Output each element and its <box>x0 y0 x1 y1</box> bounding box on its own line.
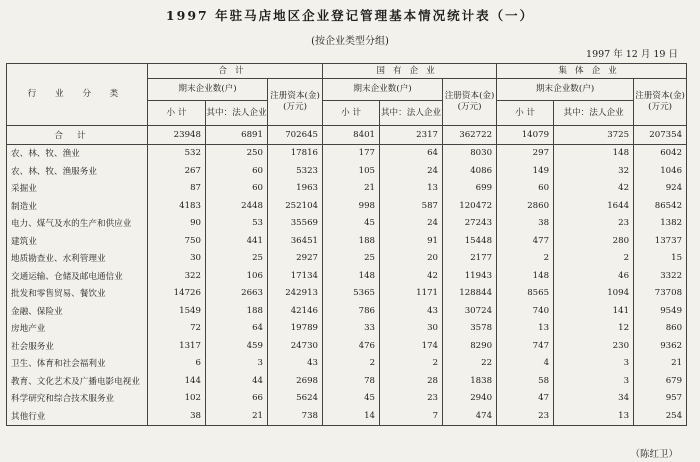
value-cell: 957 <box>634 390 687 408</box>
value-cell: 2 <box>497 250 554 268</box>
table-row <box>7 372 687 390</box>
value-cell: 42 <box>380 267 443 285</box>
value-cell: 78 <box>323 372 380 390</box>
table-row <box>7 337 687 355</box>
table-row <box>7 144 687 162</box>
value-cell: 280 <box>554 232 634 250</box>
value-cell: 148 <box>497 267 554 285</box>
value-cell: 267 <box>148 162 206 180</box>
value-cell: 2448 <box>206 197 268 215</box>
value-cell: 4183 <box>148 197 206 215</box>
value-cell: 532 <box>148 144 206 162</box>
value-cell: 1549 <box>148 302 206 320</box>
value-cell: 25 <box>323 250 380 268</box>
count-header-state: 期末企业数(户) <box>323 79 443 101</box>
industry-label: 卫生、体育和社会福利业 <box>7 355 148 373</box>
value-cell: 1046 <box>634 162 687 180</box>
value-cell: 230 <box>554 337 634 355</box>
value-cell: 1382 <box>634 215 687 233</box>
value-cell: 699 <box>443 180 497 198</box>
value-cell: 188 <box>206 302 268 320</box>
group-header-total: 合计 <box>148 64 323 79</box>
author-note: （陈红卫） <box>630 449 678 460</box>
value-cell: 30 <box>148 250 206 268</box>
table-row <box>7 232 687 250</box>
value-cell: 2927 <box>268 250 323 268</box>
value-cell: 32 <box>554 162 634 180</box>
value-cell: 42 <box>554 180 634 198</box>
value-cell: 6042 <box>634 144 687 162</box>
value-cell: 1171 <box>380 285 443 303</box>
value-cell: 15 <box>634 250 687 268</box>
capital-header-state: 注册资本(金)(万元) <box>443 79 497 126</box>
industry-label: 制造业 <box>7 197 148 215</box>
industry-label: 社会服务业 <box>7 337 148 355</box>
value-cell: 87 <box>148 180 206 198</box>
value-cell: 23 <box>380 390 443 408</box>
value-cell: 747 <box>497 337 554 355</box>
value-cell: 2177 <box>443 250 497 268</box>
value-cell: 297 <box>497 144 554 162</box>
value-cell: 27243 <box>443 215 497 233</box>
value-cell: 73708 <box>634 285 687 303</box>
value-cell: 362722 <box>443 126 497 145</box>
industry-label: 科学研究和综合技术服务业 <box>7 390 148 408</box>
table-row <box>7 407 687 425</box>
table-body <box>7 126 687 426</box>
value-cell: 72 <box>148 320 206 338</box>
value-cell: 23 <box>554 215 634 233</box>
value-cell: 28 <box>380 372 443 390</box>
value-cell: 1317 <box>148 337 206 355</box>
count-header-collective: 期末企业数(户) <box>497 79 634 101</box>
value-cell: 23 <box>497 407 554 425</box>
value-cell: 8565 <box>497 285 554 303</box>
value-cell: 1963 <box>268 180 323 198</box>
value-cell: 24 <box>380 162 443 180</box>
value-cell: 786 <box>323 302 380 320</box>
value-cell: 6891 <box>206 126 268 145</box>
industry-label: 合计 <box>7 126 148 145</box>
value-cell: 2698 <box>268 372 323 390</box>
table-row <box>7 390 687 408</box>
table-row <box>7 267 687 285</box>
value-cell: 22 <box>443 355 497 373</box>
value-cell: 144 <box>148 372 206 390</box>
value-cell: 1838 <box>443 372 497 390</box>
value-cell: 148 <box>323 267 380 285</box>
value-cell: 90 <box>148 215 206 233</box>
value-cell: 1644 <box>554 197 634 215</box>
industry-label: 房地产业 <box>7 320 148 338</box>
value-cell: 322 <box>148 267 206 285</box>
value-cell: 45 <box>323 215 380 233</box>
value-cell: 2860 <box>497 197 554 215</box>
value-cell: 252104 <box>268 197 323 215</box>
page-title: 1997 年驻马店地区企业登记管理基本情况统计表（一） <box>165 8 535 23</box>
value-cell: 141 <box>554 302 634 320</box>
value-cell: 2 <box>323 355 380 373</box>
table-row <box>7 355 687 373</box>
table-row <box>7 215 687 233</box>
value-cell: 4086 <box>443 162 497 180</box>
table-header <box>7 64 687 126</box>
value-cell: 998 <box>323 197 380 215</box>
value-cell: 46 <box>554 267 634 285</box>
value-cell: 174 <box>380 337 443 355</box>
group-header-collective: 集体企业 <box>497 64 687 79</box>
legal-entity-header: 其中：法人企业 <box>206 101 268 126</box>
value-cell: 21 <box>323 180 380 198</box>
value-cell: 30724 <box>443 302 497 320</box>
value-cell: 64 <box>206 320 268 338</box>
value-cell: 2 <box>380 355 443 373</box>
subtotal-header: 小 计 <box>323 101 380 126</box>
value-cell: 6 <box>148 355 206 373</box>
statistics-table <box>6 63 687 426</box>
table-row <box>7 162 687 180</box>
value-cell: 105 <box>323 162 380 180</box>
industry-label: 地质勘查业、水利管理业 <box>7 250 148 268</box>
value-cell: 242913 <box>268 285 323 303</box>
subtotal-header: 小 计 <box>497 101 554 126</box>
industry-label: 农、林、牧、渔业 <box>7 144 148 162</box>
value-cell: 36451 <box>268 232 323 250</box>
industry-header: 行 业 分 类 <box>7 64 148 126</box>
value-cell: 64 <box>380 144 443 162</box>
value-cell: 102 <box>148 390 206 408</box>
value-cell: 23948 <box>148 126 206 145</box>
value-cell: 128844 <box>443 285 497 303</box>
table-row <box>7 197 687 215</box>
value-cell: 91 <box>380 232 443 250</box>
industry-label: 农、林、牧、渔服务业 <box>7 162 148 180</box>
value-cell: 14 <box>323 407 380 425</box>
value-cell: 38 <box>497 215 554 233</box>
value-cell: 4 <box>497 355 554 373</box>
report-date: 1997 年 12 月 19 日 <box>586 49 678 60</box>
value-cell: 148 <box>554 144 634 162</box>
value-cell: 9362 <box>634 337 687 355</box>
value-cell: 476 <box>323 337 380 355</box>
total-row <box>7 126 687 145</box>
value-cell: 250 <box>206 144 268 162</box>
industry-label: 教育、文化艺术及广播电影电视业 <box>7 372 148 390</box>
value-cell: 15448 <box>443 232 497 250</box>
value-cell: 19789 <box>268 320 323 338</box>
value-cell: 2317 <box>380 126 443 145</box>
value-cell: 2 <box>554 250 634 268</box>
value-cell: 8030 <box>443 144 497 162</box>
industry-label: 采掘业 <box>7 180 148 198</box>
value-cell: 477 <box>497 232 554 250</box>
value-cell: 34 <box>554 390 634 408</box>
value-cell: 3 <box>554 372 634 390</box>
value-cell: 43 <box>268 355 323 373</box>
value-cell: 24730 <box>268 337 323 355</box>
value-cell: 60 <box>497 180 554 198</box>
capital-header-collective: 注册资本(金)(万元) <box>634 79 687 126</box>
value-cell: 3 <box>554 355 634 373</box>
subtotal-header: 小 计 <box>148 101 206 126</box>
table-row <box>7 250 687 268</box>
table-row <box>7 285 687 303</box>
value-cell: 740 <box>497 302 554 320</box>
value-cell: 35569 <box>268 215 323 233</box>
value-cell: 42146 <box>268 302 323 320</box>
value-cell: 474 <box>443 407 497 425</box>
value-cell: 3578 <box>443 320 497 338</box>
value-cell: 20 <box>380 250 443 268</box>
value-cell: 149 <box>497 162 554 180</box>
value-cell: 679 <box>634 372 687 390</box>
value-cell: 13 <box>497 320 554 338</box>
value-cell: 5624 <box>268 390 323 408</box>
capital-header-total: 注册资本(金)(万元) <box>268 79 323 126</box>
legal-entity-header: 其中：法人企业 <box>380 101 443 126</box>
value-cell: 58 <box>497 372 554 390</box>
industry-label: 其他行业 <box>7 407 148 425</box>
value-cell: 207354 <box>634 126 687 145</box>
value-cell: 3322 <box>634 267 687 285</box>
value-cell: 13737 <box>634 232 687 250</box>
value-cell: 188 <box>323 232 380 250</box>
value-cell: 25 <box>206 250 268 268</box>
table-row <box>7 180 687 198</box>
table-row <box>7 302 687 320</box>
count-header-total: 期末企业数(户) <box>148 79 268 101</box>
value-cell: 60 <box>206 180 268 198</box>
value-cell: 738 <box>268 407 323 425</box>
table-row <box>7 320 687 338</box>
value-cell: 587 <box>380 197 443 215</box>
value-cell: 14726 <box>148 285 206 303</box>
value-cell: 860 <box>634 320 687 338</box>
value-cell: 3 <box>206 355 268 373</box>
value-cell: 17134 <box>268 267 323 285</box>
value-cell: 7 <box>380 407 443 425</box>
value-cell: 30 <box>380 320 443 338</box>
value-cell: 8401 <box>323 126 380 145</box>
value-cell: 441 <box>206 232 268 250</box>
value-cell: 924 <box>634 180 687 198</box>
value-cell: 120472 <box>443 197 497 215</box>
industry-label: 交通运输、仓储及邮电通信业 <box>7 267 148 285</box>
value-cell: 66 <box>206 390 268 408</box>
industry-label: 建筑业 <box>7 232 148 250</box>
value-cell: 106 <box>206 267 268 285</box>
value-cell: 5323 <box>268 162 323 180</box>
value-cell: 21 <box>206 407 268 425</box>
value-cell: 12 <box>554 320 634 338</box>
value-cell: 2663 <box>206 285 268 303</box>
value-cell: 43 <box>380 302 443 320</box>
value-cell: 47 <box>497 390 554 408</box>
value-cell: 9549 <box>634 302 687 320</box>
value-cell: 750 <box>148 232 206 250</box>
value-cell: 1094 <box>554 285 634 303</box>
value-cell: 38 <box>148 407 206 425</box>
value-cell: 24 <box>380 215 443 233</box>
industry-label: 金融、保险业 <box>7 302 148 320</box>
value-cell: 33 <box>323 320 380 338</box>
value-cell: 3725 <box>554 126 634 145</box>
value-cell: 60 <box>206 162 268 180</box>
value-cell: 86542 <box>634 197 687 215</box>
value-cell: 8290 <box>443 337 497 355</box>
value-cell: 254 <box>634 407 687 425</box>
value-cell: 14079 <box>497 126 554 145</box>
value-cell: 45 <box>323 390 380 408</box>
value-cell: 177 <box>323 144 380 162</box>
value-cell: 11943 <box>443 267 497 285</box>
value-cell: 13 <box>380 180 443 198</box>
value-cell: 53 <box>206 215 268 233</box>
legal-entity-header: 其中：法人企业 <box>554 101 634 126</box>
industry-label: 电力、煤气及水的生产和供应业 <box>7 215 148 233</box>
value-cell: 459 <box>206 337 268 355</box>
value-cell: 17816 <box>268 144 323 162</box>
value-cell: 702645 <box>268 126 323 145</box>
value-cell: 5365 <box>323 285 380 303</box>
value-cell: 13 <box>554 407 634 425</box>
value-cell: 21 <box>634 355 687 373</box>
industry-label: 批发和零售贸易、餐饮业 <box>7 285 148 303</box>
page-subtitle: (按企业类型分组) <box>311 36 389 47</box>
value-cell: 2940 <box>443 390 497 408</box>
value-cell: 44 <box>206 372 268 390</box>
group-header-state: 国有企业 <box>323 64 497 79</box>
